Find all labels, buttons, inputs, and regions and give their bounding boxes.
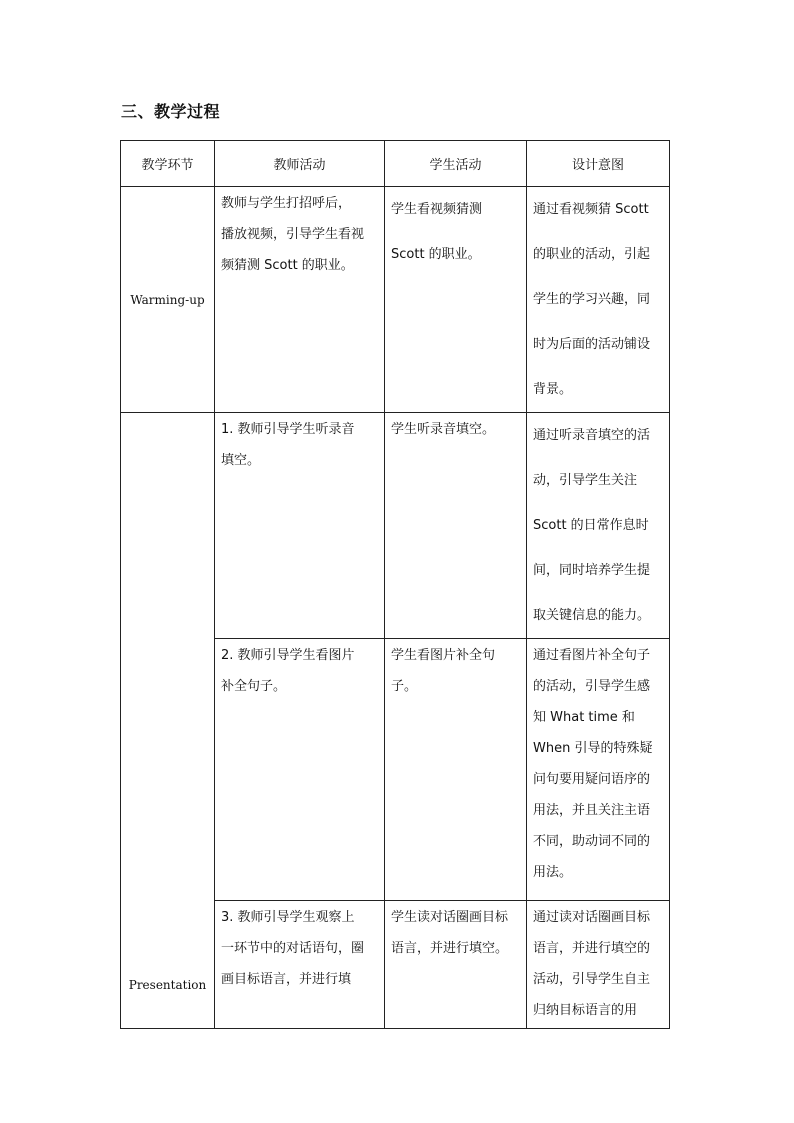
teacher-activity-cell: 1. 教师引导学生听录音 填空。 bbox=[215, 413, 385, 639]
teacher-activity-cell: 2. 教师引导学生看图片 补全句子。 bbox=[215, 639, 385, 901]
header-teacher-activity: 教师活动 bbox=[215, 141, 385, 187]
design-intent-cell: 通过听录音填空的活 动，引导学生关注 Scott 的日常作息时 间，同时培养学生提 取关键信息的能力。 bbox=[527, 413, 670, 639]
stage-cell: Presentation bbox=[121, 413, 215, 1029]
section-heading: 三、教学过程 bbox=[121, 102, 221, 121]
student-activity-cell: 学生听录音填空。 bbox=[385, 413, 527, 639]
teacher-activity-cell: 3. 教师引导学生观察上 一环节中的对话语句，圈 画目标语言，并进行填 bbox=[215, 901, 385, 1029]
table-row bbox=[121, 187, 670, 413]
student-activity-cell: 学生看图片补全句 子。 bbox=[385, 639, 527, 901]
design-intent-cell: 通过看视频猜 Scott 的职业的活动，引起 学生的学习兴趣，同 时为后面的活动铺设 背景。 bbox=[527, 187, 670, 413]
stage-cell: Warming-up bbox=[121, 187, 215, 413]
design-intent-cell: 通过看图片补全句子 的活动，引导学生感 知 What time 和 When 引导的特殊疑 问句要用疑问语序的 用法，并且关注主语 不同，助动词不同的 用法。 bbox=[527, 639, 670, 901]
table-row bbox=[121, 413, 670, 639]
teacher-activity-cell: 教师与学生打招呼后， 播放视频，引导学生看视 频猜测 Scott 的职业。 bbox=[215, 187, 385, 413]
student-activity-cell: 学生看视频猜测 Scott 的职业。 bbox=[385, 187, 527, 413]
table-header-row bbox=[121, 141, 670, 187]
teaching-process-table bbox=[120, 140, 670, 1029]
student-activity-cell: 学生读对话圈画目标 语言，并进行填空。 bbox=[385, 901, 527, 1029]
design-intent-cell: 通过读对话圈画目标 语言，并进行填空的 活动，引导学生自主 归纳目标语言的用 bbox=[527, 901, 670, 1029]
header-design-intent: 设计意图 bbox=[527, 141, 670, 187]
header-stage: 教学环节 bbox=[121, 141, 215, 187]
header-student-activity: 学生活动 bbox=[385, 141, 527, 187]
